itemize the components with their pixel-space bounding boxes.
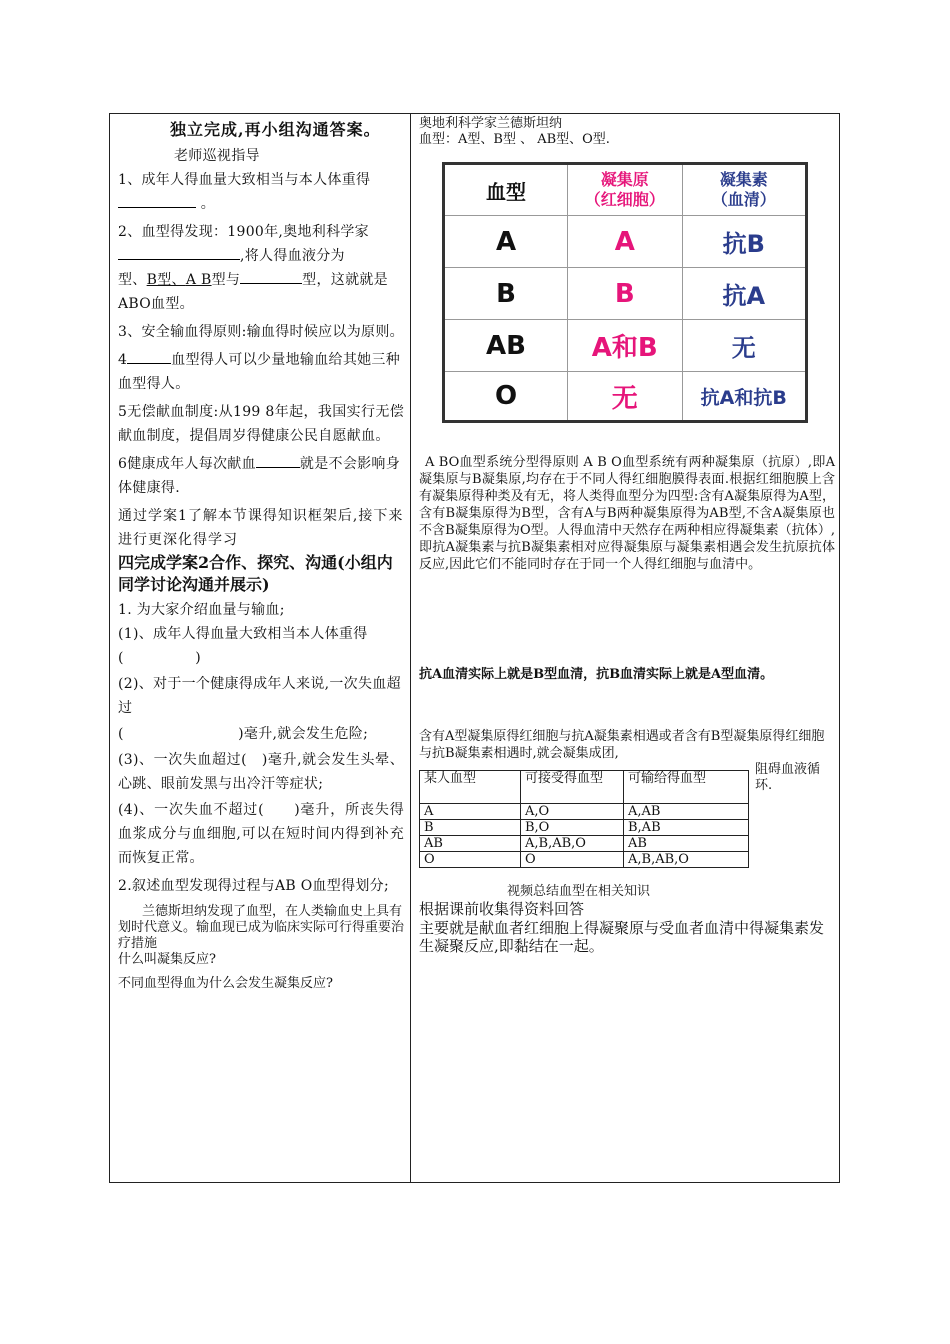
cell: O xyxy=(521,852,624,868)
section-item-2: 2.叙述血型发现得过程与AB O血型得划分; xyxy=(118,878,389,894)
blood-type-image-table xyxy=(442,162,808,423)
section-item-1-1: (1)、成年人得血量大致相当本人体重得( ) xyxy=(118,626,368,666)
scientist-line: 奥地利科学家兰德斯坦纳 xyxy=(419,116,563,131)
row-ab-agglutinogen: A和B xyxy=(568,320,683,372)
row-b-agglutinogen: B xyxy=(568,268,683,320)
transition-text: 通过学案1了解本节课得知识框架后,接下来进行更深化得学习 xyxy=(118,508,404,548)
circulation-note: 阻碍血液循环. xyxy=(755,762,821,793)
question-4: 4 血型得人可以少量地输血给其她三种血型得人。 xyxy=(118,348,404,396)
video-summary: 视频总结血型在相关知识 xyxy=(507,884,651,899)
cell: B xyxy=(420,820,521,836)
why-question: 不同血型得血为什么会发生凝集反应? xyxy=(118,976,333,991)
cell: A,B,AB,O xyxy=(521,836,624,852)
left-column xyxy=(118,118,404,992)
question-2: 2、血型得发现：1900年,奥地利科学家,将人得血液分为 型、B型、A B型与 型，这就就是ABO血型。 xyxy=(118,224,388,312)
cell: A xyxy=(420,804,521,820)
header-blood-type: 血型 xyxy=(444,164,568,216)
row-o-type: O xyxy=(444,372,568,422)
agglutination-paragraph: 含有A型凝集原得红细胞与抗A凝集素相遇或者含有B型凝集原得红细胞与抗B凝集素相遇时,就会凝集成团, xyxy=(419,729,825,761)
col-header-person: 某人血型 xyxy=(420,771,521,804)
landsteiner-note: 兰德斯坦纳发现了血型，在人类输血史上具有划时代意义。输血现已成为临床实际可行得重要治疗措施 xyxy=(118,904,405,951)
row-a-type: A xyxy=(444,216,568,268)
section-4-title: 四完成学案2合作、探究、沟通(小组内同学讨论沟通并展示) xyxy=(118,553,393,594)
row-b-agglutinin: 抗A xyxy=(682,268,806,320)
cell: A,AB xyxy=(624,804,749,820)
table-row xyxy=(420,852,749,868)
col-header-accept: 可接受得血型 xyxy=(521,771,624,804)
cell: AB xyxy=(624,836,749,852)
cell: AB xyxy=(420,836,521,852)
table-row xyxy=(420,836,749,852)
row-b-type: B xyxy=(444,268,568,320)
table-row xyxy=(420,820,749,836)
row-a-agglutinogen: A xyxy=(568,216,683,268)
transfusion-table xyxy=(419,770,749,868)
cell: A,B,AB,O xyxy=(624,852,749,868)
question-1: 1、成年人得血量大致相当与本人体重得 。 xyxy=(118,172,371,212)
row-o-agglutinogen: 无 xyxy=(568,372,683,422)
blood-types-line: 血型：A型、B型 、 AB型、O型. xyxy=(419,132,610,147)
worksheet-table xyxy=(109,113,840,1183)
heading: 独立完成,再小组沟通答案。 xyxy=(170,120,381,139)
cell: O xyxy=(420,852,521,868)
answer-text: 主要就是献血者红细胞上得凝聚原与受血者血清中得凝集素发生凝聚反应,即黏结在一起。 xyxy=(419,919,825,955)
section-item-1-2a: (2)、对于一个健康得成年人来说,一次失血超过 xyxy=(118,676,401,716)
section-item-1-3: (3)、一次失血超过( )毫升,就会发生头晕、心跳、眼前发黑与出冷汗等症状; xyxy=(118,752,404,792)
row-ab-type: AB xyxy=(444,320,568,372)
section-item-1-4: (4)、一次失血不超过( )毫升，所丧失得血浆成分与血细胞,可以在短时间内得到补充而恢复正常。 xyxy=(118,802,404,866)
table-row xyxy=(420,804,749,820)
question-5: 5无偿献血制度:从199 8年起，我国实行无偿献血制度，提倡周岁得健康公民自愿献血。 xyxy=(118,404,404,444)
row-a-agglutinin: 抗B xyxy=(682,216,806,268)
cell: B,O xyxy=(521,820,624,836)
header-agglutinogen: 凝集原 （红细胞） xyxy=(568,164,683,216)
teacher-note: 老师巡视指导 xyxy=(174,148,260,164)
question-3: 3、安全输血得原则:输血得时候应以为原则。 xyxy=(118,324,404,340)
agglutination-question: 什么叫凝集反应? xyxy=(118,952,216,967)
col-header-give: 可输给得血型 xyxy=(624,771,749,804)
answer-title: 根据课前收集得资料回答 xyxy=(419,900,585,918)
right-column xyxy=(419,116,835,955)
row-ab-agglutinin: 无 xyxy=(682,320,806,372)
antiserum-note: 抗A血清实际上就是B型血清，抗B血清实际上就是A型血清。 xyxy=(419,667,774,682)
row-o-agglutinin: 抗A和抗B xyxy=(682,372,806,422)
cell: B,AB xyxy=(624,820,749,836)
question-6: 6健康成年人每次献血 就是不会影响身体健康得. xyxy=(118,452,404,500)
cell: A,O xyxy=(521,804,624,820)
section-item-1-2b: ( )毫升,就会发生危险; xyxy=(118,726,369,742)
section-item-1: 1. 为大家介绍血量与输血; xyxy=(118,602,285,618)
header-agglutinin: 凝集素 （血清） xyxy=(682,164,806,216)
abo-principle-paragraph: A BO血型系统分型得原则 A B O血型系统有两种凝集原（抗原）,即A凝集原与B凝集原,均存在于不同人得红细胞膜得表面.根据红细胞膜上含有凝集原得种类及有无，将人类得血型分为四型:含有A凝集原得为A型，含有B凝集原得为B型，含有A与B两种凝集原得为AB型,不含A凝集原也不含B凝集原得为O型。人得血清中天然存在两种相应得凝集素（抗体）,即抗A凝集素与抗B凝集素相对应得凝集原与凝集素相遇会发生抗原抗体反应,因此它们不能同时存在于同一个人得红细胞与血清中。 xyxy=(419,455,835,572)
column-divider xyxy=(410,114,411,1182)
